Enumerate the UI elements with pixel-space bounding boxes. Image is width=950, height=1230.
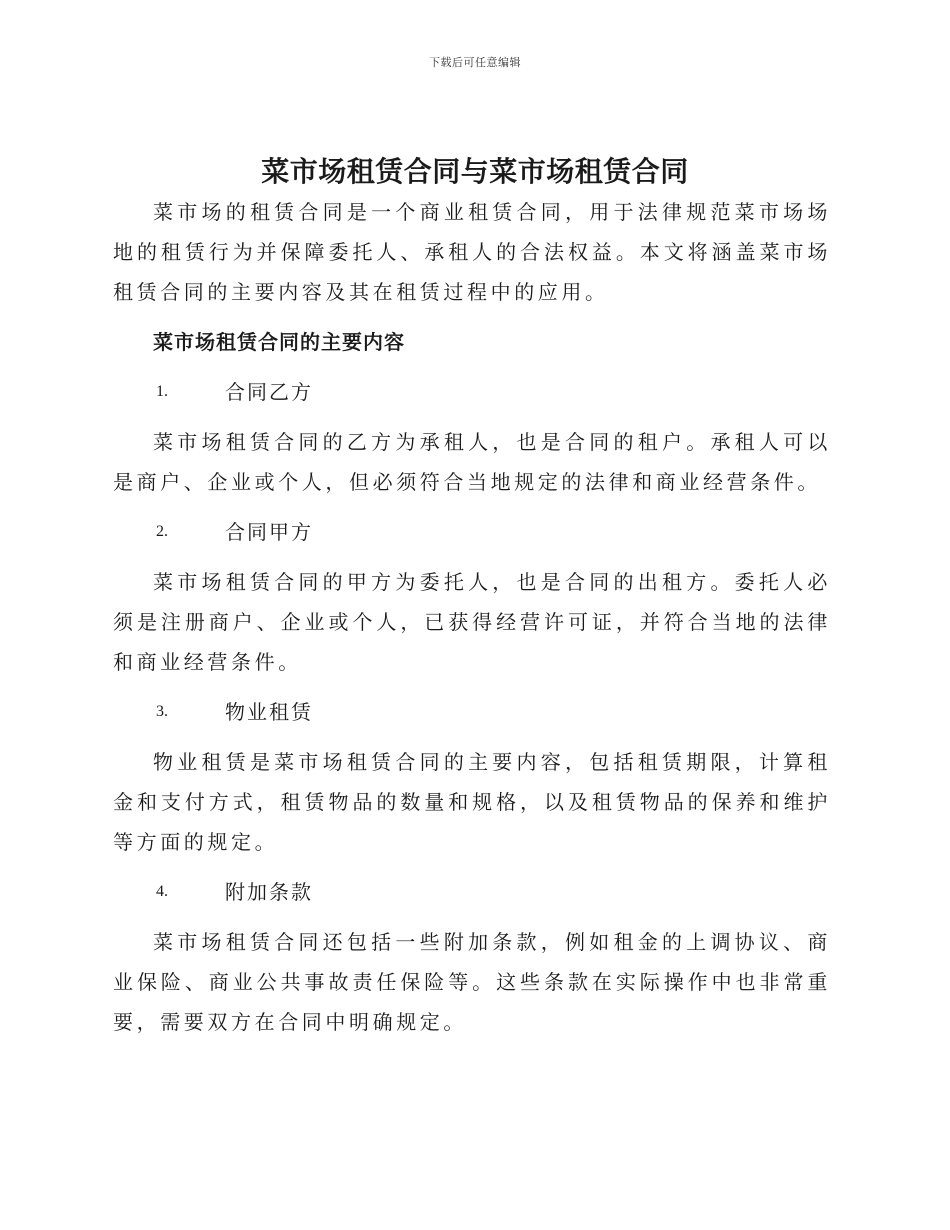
section-heading: 菜市场租赁合同的主要内容 [153,330,405,354]
list-item-paragraph: 物业租赁是菜市场租赁合同的主要内容，包括租赁期限，计算租金和支付方式，租赁物品的数量和规格，以及租赁物品的保养和维护等方面的规定。 [113,750,831,854]
list-item-paragraph: 菜市场租赁合同的甲方为委托人，也是合同的出租方。委托人必须是注册商户、企业或个人，已获得经营许可证，并符合当地的法律和商业经营条件。 [113,570,831,674]
document-body [113,192,831,1052]
list-item-paragraph: 菜市场租赁合同的乙方为承租人，也是合同的租户。承租人可以是商户、企业或个人，但必须符合当地规定的法律和商业经营条件。 [113,430,831,494]
list-item-label: 合同甲方 [225,520,313,544]
page-header: 下载后可任意编辑 [429,56,521,69]
list-item-heading [113,872,831,912]
list-item-heading [113,692,831,732]
list-item-paragraph: 菜市场租赁合同还包括一些附加条款，例如租金的上调协议、商业保险、商业公共事故责任保险等。这些条款在实际操作中也非常重要，需要双方在合同中明确规定。 [113,930,831,1034]
list-item-label: 附加条款 [225,880,313,904]
list-item-label: 合同乙方 [225,380,313,404]
list-item-heading [113,512,831,552]
list-item-heading [113,372,831,412]
list-item-number: 1. [156,383,168,400]
list-item-number: 4. [156,883,168,900]
list-item-number: 2. [156,523,168,540]
document-title: 菜市场租赁合同与菜市场租赁合同 [261,155,689,188]
intro-paragraph: 菜市场的租赁合同是一个商业租赁合同，用于法律规范菜市场场地的租赁行为并保障委托人、承租人的合法权益。本文将涵盖菜市场租赁合同的主要内容及其在租赁过程中的应用。 [113,200,831,304]
list-item-label: 物业租赁 [225,700,313,724]
list-item-number: 3. [156,703,168,720]
